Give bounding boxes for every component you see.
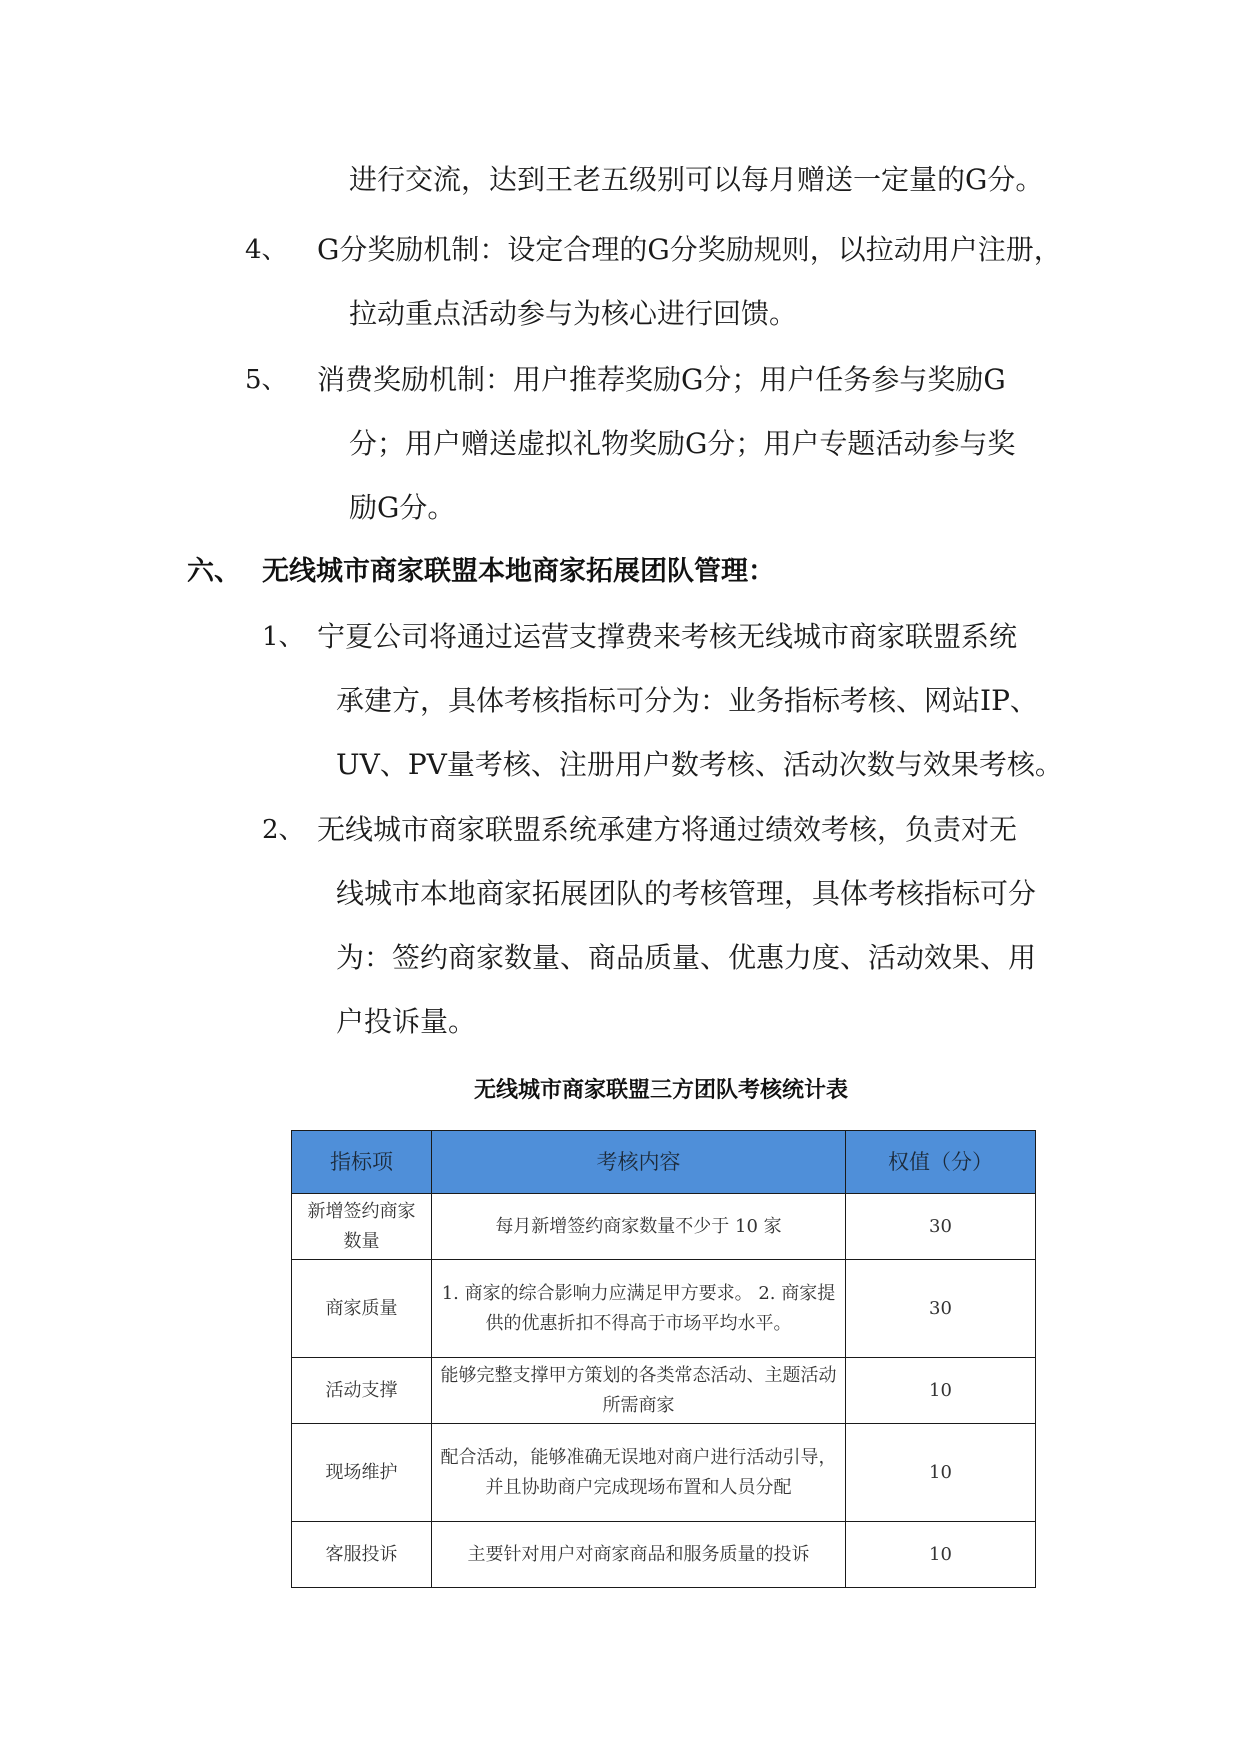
cell-weight: 30	[846, 1260, 1036, 1358]
list-item-5-line2: 分；用户赠送虚拟礼物奖励G分；用户专题活动参与奖	[349, 427, 1016, 460]
list-number-4: 4、	[245, 235, 288, 265]
section-number: 六、	[187, 556, 241, 587]
table-row	[292, 1424, 1036, 1522]
header-weight: 权值（分）	[846, 1131, 1036, 1194]
section6-item1-line2: 承建方，具体考核指标可分为：业务指标考核、网站IP、	[336, 684, 1038, 717]
cell-content: 主要针对用户对商家商品和服务质量的投诉	[432, 1522, 846, 1588]
section-title: 无线城市商家联盟本地商家拓展团队管理：	[262, 556, 775, 587]
section6-item1-line1: 宁夏公司将通过运营支撑费来考核无线城市商家联盟系统	[317, 620, 1018, 653]
cell-content: 1. 商家的综合影响力应满足甲方要求。 2. 商家提供的优惠折扣不得高于市场平均水平。	[432, 1260, 846, 1358]
paragraph-continuation: 进行交流，达到王老五级别可以每月赠送一定量的G分。	[349, 163, 1044, 196]
cell-content: 每月新增签约商家数量不少于 10 家	[432, 1194, 846, 1260]
cell-weight: 30	[846, 1194, 1036, 1260]
section6-item1-line3: UV、PV量考核、注册用户数考核、活动次数与效果考核。	[336, 748, 1063, 781]
cell-indicator: 商家质量	[292, 1260, 432, 1358]
list-item-4-line2: 拉动重点活动参与为核心进行回馈。	[349, 297, 798, 330]
section6-item2-line1: 无线城市商家联盟系统承建方将通过绩效考核，负责对无	[317, 813, 1018, 846]
assessment-table	[291, 1130, 1036, 1588]
table-row	[292, 1358, 1036, 1424]
list-item-5-line3: 励G分。	[349, 491, 456, 524]
section6-item2-line3: 为：签约商家数量、商品质量、优惠力度、活动效果、用	[336, 941, 1037, 974]
cell-indicator: 新增签约商家数量	[292, 1194, 432, 1260]
cell-indicator: 客服投诉	[292, 1522, 432, 1588]
cell-weight: 10	[846, 1522, 1036, 1588]
list-number-5: 5、	[245, 365, 288, 395]
table-header-row	[292, 1131, 1036, 1194]
table-title: 无线城市商家联盟三方团队考核统计表	[473, 1078, 848, 1103]
header-indicator: 指标项	[292, 1131, 432, 1194]
cell-weight: 10	[846, 1424, 1036, 1522]
section6-item2-line2: 线城市本地商家拓展团队的考核管理，具体考核指标可分	[336, 877, 1037, 910]
table-row	[292, 1260, 1036, 1358]
cell-indicator: 活动支撑	[292, 1358, 432, 1424]
list-item-4-line1: G分奖励机制：设定合理的G分奖励规则，以拉动用户注册，	[317, 233, 1062, 266]
cell-weight: 10	[846, 1358, 1036, 1424]
list-item-5-line1: 消费奖励机制：用户推荐奖励G分；用户任务参与奖励G	[317, 363, 1006, 396]
cell-content: 配合活动，能够准确无误地对商户进行活动引导，并且协助商户完成现场布置和人员分配	[432, 1424, 846, 1522]
cell-indicator: 现场维护	[292, 1424, 432, 1522]
cell-content: 能够完整支撑甲方策划的各类常态活动、主题活动所需商家	[432, 1358, 846, 1424]
table-row	[292, 1194, 1036, 1260]
table-row	[292, 1522, 1036, 1588]
list-number-1: 1、	[262, 622, 305, 652]
header-content: 考核内容	[432, 1131, 846, 1194]
list-number-2: 2、	[262, 815, 305, 845]
section6-item2-line4: 户投诉量。	[336, 1005, 477, 1038]
